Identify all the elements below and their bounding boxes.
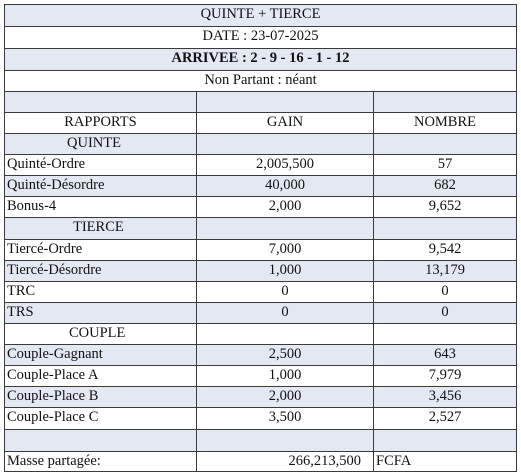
rule-line <box>4 386 517 387</box>
rule-line <box>4 48 517 49</box>
nombre-cell <box>374 386 517 407</box>
section-cell <box>374 323 517 344</box>
table-row <box>4 365 517 386</box>
non-partant-text: Non Partant : néant <box>204 72 317 88</box>
gain-cell <box>197 260 374 281</box>
section-cell <box>374 133 517 154</box>
table-row <box>4 175 517 196</box>
section-row-quinte <box>4 133 517 154</box>
label-cell <box>4 344 197 365</box>
nombre-cell <box>374 239 517 260</box>
section-quinte: QUINTE <box>67 135 121 151</box>
rule-line <box>4 323 517 324</box>
label-cell <box>4 260 197 281</box>
arrivee-cell <box>4 48 517 70</box>
header-rapports-cell <box>4 112 197 133</box>
footer-amount-cell <box>197 451 374 471</box>
race-date: DATE : 23-07-2025 <box>202 28 319 44</box>
label-cell <box>4 302 197 323</box>
row-gain: 2,500 <box>268 346 302 362</box>
row-gain: 2,000 <box>268 388 302 404</box>
row-label: Couple-Place A <box>7 367 99 383</box>
table-row <box>4 407 517 429</box>
header-row <box>4 112 517 133</box>
date-cell <box>4 26 517 48</box>
table-row <box>4 260 517 281</box>
header-rapports: RAPPORTS <box>64 114 137 130</box>
rule-line <box>4 344 517 345</box>
row-nombre: 13,179 <box>425 262 465 278</box>
row-gain: 3,500 <box>268 409 302 425</box>
label-cell <box>4 386 197 407</box>
gain-cell <box>197 386 374 407</box>
title-cell <box>4 4 517 26</box>
row-nombre: 9,652 <box>428 198 462 214</box>
table-row <box>4 239 517 260</box>
spacer-cell <box>4 91 197 112</box>
row-gain: 1,000 <box>268 367 302 383</box>
spacer-cell <box>374 91 517 112</box>
nombre-cell <box>374 154 517 175</box>
nombre-cell <box>374 260 517 281</box>
rule-line <box>4 260 517 261</box>
row-nombre: 0 <box>441 304 449 320</box>
label-cell <box>4 365 197 386</box>
rule-line <box>4 217 517 218</box>
rule-line <box>4 451 517 452</box>
gain-cell <box>197 302 374 323</box>
header-gain-cell <box>197 112 374 133</box>
row-label: Quinté-Ordre <box>7 156 86 172</box>
nombre-cell <box>374 344 517 365</box>
gain-cell <box>197 196 374 217</box>
row-gain: 0 <box>281 304 289 320</box>
section-cell <box>4 133 197 154</box>
row-label: Tiercé-Désordre <box>7 262 102 278</box>
spacer-cell <box>197 91 374 112</box>
table-row <box>4 281 517 302</box>
table-row <box>4 154 517 175</box>
section-cell <box>197 217 374 239</box>
rule-line <box>4 133 517 134</box>
nombre-cell <box>374 365 517 386</box>
nombre-cell <box>374 302 517 323</box>
gain-cell <box>197 281 374 302</box>
non-partant-cell <box>4 70 517 91</box>
gain-cell <box>197 365 374 386</box>
row-nombre: 3,456 <box>428 388 462 404</box>
arrivee-row <box>4 48 517 70</box>
rule-line <box>4 471 517 472</box>
gain-cell <box>197 239 374 260</box>
label-cell <box>4 281 197 302</box>
row-gain: 2,005,500 <box>256 156 314 172</box>
spacer-cell <box>197 429 374 451</box>
section-tierce: TIERCE <box>73 219 124 235</box>
row-gain: 0 <box>281 283 289 299</box>
gain-cell <box>197 407 374 429</box>
gain-cell <box>197 175 374 196</box>
rule-line <box>4 281 517 282</box>
row-label: TRC <box>7 283 36 299</box>
label-cell <box>4 175 197 196</box>
row-gain: 1,000 <box>268 262 302 278</box>
rule-line <box>4 365 517 366</box>
row-gain: 2,000 <box>268 198 302 214</box>
row-label: Tiercé-Ordre <box>7 241 83 257</box>
row-label: Quinté-Désordre <box>7 177 105 193</box>
section-cell <box>197 323 374 344</box>
section-row-tierce <box>4 217 517 239</box>
header-gain: GAIN <box>266 114 304 130</box>
rule-line <box>4 91 517 92</box>
header-nombre: NOMBRE <box>413 114 477 130</box>
rule-line <box>4 239 517 240</box>
gain-cell <box>197 344 374 365</box>
spacer-row <box>4 91 517 112</box>
footer-row <box>4 451 517 471</box>
row-label: Bonus-4 <box>7 198 57 214</box>
nombre-cell <box>374 407 517 429</box>
section-couple: COUPLE <box>69 325 126 341</box>
footer-currency-cell <box>374 451 517 471</box>
label-cell <box>4 407 197 429</box>
footer-currency: FCFA <box>376 453 412 469</box>
section-cell <box>4 217 197 239</box>
row-nombre: 7,979 <box>428 367 462 383</box>
section-cell <box>374 217 517 239</box>
table-row <box>4 344 517 365</box>
footer-label: Masse partagée: <box>7 453 101 469</box>
spacer-cell <box>4 429 197 451</box>
row-nombre: 2,527 <box>428 409 462 425</box>
rule-line <box>4 4 517 5</box>
table-row <box>4 302 517 323</box>
arrivee-text: ARRIVEE : 2 - 9 - 16 - 1 - 12 <box>171 50 350 66</box>
rule-line <box>4 26 517 27</box>
label-cell <box>4 154 197 175</box>
row-label: Couple-Place C <box>7 409 99 425</box>
nombre-cell <box>374 281 517 302</box>
table-row <box>4 196 517 217</box>
nombre-cell <box>374 196 517 217</box>
title-row <box>4 4 517 26</box>
row-label: TRS <box>7 304 34 320</box>
header-nombre-cell <box>374 112 517 133</box>
row-nombre: 9,542 <box>428 241 462 257</box>
nombre-cell <box>374 175 517 196</box>
footer-label-cell <box>4 451 197 471</box>
row-nombre: 57 <box>437 156 453 172</box>
rule-line <box>4 429 517 430</box>
label-cell <box>4 196 197 217</box>
table-row <box>4 386 517 407</box>
spacer-cell <box>374 429 517 451</box>
rule-line <box>4 154 517 155</box>
non-partant-row <box>4 70 517 91</box>
section-row-couple <box>4 323 517 344</box>
section-cell <box>4 323 197 344</box>
row-label: Couple-Gagnant <box>7 346 103 362</box>
date-row <box>4 26 517 48</box>
rule-line <box>4 302 517 303</box>
rule-line <box>4 175 517 176</box>
label-cell <box>4 239 197 260</box>
row-nombre: 0 <box>441 283 449 299</box>
row-nombre: 643 <box>434 346 456 362</box>
rule-line <box>4 70 517 71</box>
row-gain: 7,000 <box>268 241 302 257</box>
rule-line <box>4 407 517 408</box>
gain-cell <box>197 154 374 175</box>
rule-line <box>4 112 517 113</box>
row-nombre: 682 <box>434 177 456 193</box>
footer-amount: 266,213,500 <box>288 453 361 469</box>
rule-line <box>4 196 517 197</box>
table-title: QUINTE + TIERCE <box>200 6 321 22</box>
row-label: Couple-Place B <box>7 388 99 404</box>
section-cell <box>197 133 374 154</box>
spacer-row <box>4 429 517 451</box>
row-gain: 40,000 <box>265 177 305 193</box>
